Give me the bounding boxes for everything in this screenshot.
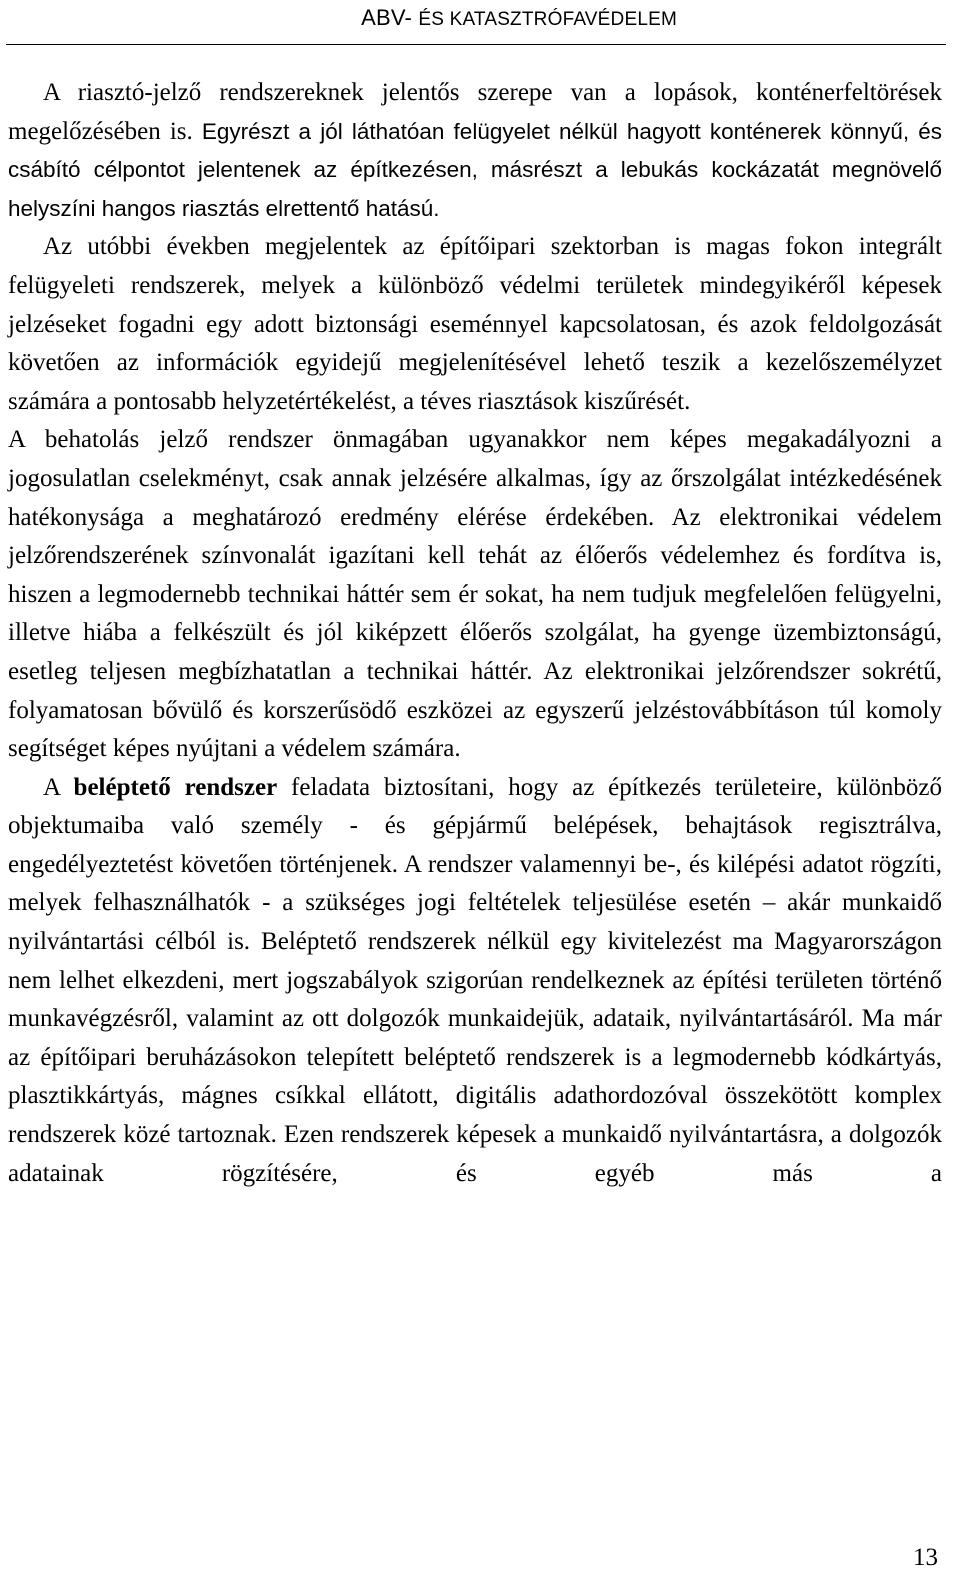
paragraph-body-text: feladata biztosítani, hogy az építkezés területeire, különböző objektumaiba való személy - és gépjármű belépések, behajtások regisztrálva, engedélyeztetést követően történjenek. A rendszer valamennyi be-, és kilépési adatot rögzíti, melyek felhasználhatók - a szükséges jogi feltételek teljesülése esetén – akár munkaidő nyilvántartási célból is. Beléptető rendszerek nélkül egy kivitelezést ma Magyarországon nem lelhet elkezdeni, mert jogszabályok szigorúan rendelkeznek az építési területen történő munkavégzésről, valamint az ott dolgozók munkaidejük, adataik, nyilvántartásáról. Ma már az építőipari beruházásokon telepített beléptető rendszerek is a legmodernebb kódkártyás, plasztikkártyás, mágnes csíkkal ellátott, digitális adathordozóval összekötött komplex rendszerek közé tartoznak. Ezen rendszerek képesek a munkaidő nyilvántartásra, a dolgozók adatainak rögzítésére, és egyéb más a	[8, 773, 942, 1187]
page-number: 13	[913, 1544, 938, 1571]
paragraph-bold-term: beléptető rendszer	[73, 773, 278, 801]
header-title	[361, 5, 677, 31]
paragraph-alarm-systems	[8, 74, 942, 228]
paragraph-sans-text: Egyrészt a jól láthatóan felügyelet nélkül hagyott konténerek könnyű, és csábító célpontot jelentenek az építkezésen, másrészt a lebukás kockázatát megnövelő helyszíni hangos riasztás elrettentő hatású.	[8, 118, 943, 221]
header-title-prefix: ABV-	[361, 5, 419, 30]
paragraph-integrated-systems: Az utóbbi években megjelentek az építőipari szektorban is magas fokon integrált felügyeleti rendszerek, melyek a különböző védelmi területek mindegyikéről képesek jelzéseket fogadni egy adott biztonsági eseménnyel kapcsolatosan, és azok feldolgozását követően az információk egyidejű megjelenítésével lehető teszik a kezelőszemélyzet számára a pontosabb helyzetértékelést, a téves riasztások kiszűrését.	[8, 233, 942, 415]
header-divider	[6, 44, 946, 45]
page-header	[0, 0, 960, 46]
paragraph-intro-text: A	[43, 773, 74, 801]
header-title-rest: ÉS KATASZTRÓFAVÉDELEM	[418, 9, 677, 30]
document-body	[8, 74, 942, 1193]
paragraph-intrusion-detection: A behatolás jelző rendszer önmagában ugyanakkor nem képes megakadályozni a jogosulatlan cselekményt, csak annak jelzésére alkalmas, így az őrszolgálat intézkedésének hatékonysága a meghatározó eredmény elérése érdekében. Az elektronikai védelem jelzőrendszerének színvonalát igazítani kell tehát az élőerős védelemhez és fordítva is, hiszen a legmodernebb technikai háttér sem ér sokat, ha nem tudjuk megfelelően felügyelni, illetve hiába a felkészült és jól kiképzett élőerős szolgálat, ha gyenge üzembiztonságú, esetleg teljesen megbízhatatlan a technikai háttér. Az elektronikai jelzőrendszer sokrétű, folyamatosan bővülő és korszerűsödő eszközei az egyszerű jelzéstovábbításon túl komoly segítséget képes nyújtani a védelem számára.	[8, 426, 942, 763]
paragraph-lead-text: A riasztó-jelző rendszereknek jelentős szerepe van a lopások, konténerfeltörések megelőzésében is.	[8, 79, 942, 145]
paragraph-access-control	[8, 769, 942, 1194]
